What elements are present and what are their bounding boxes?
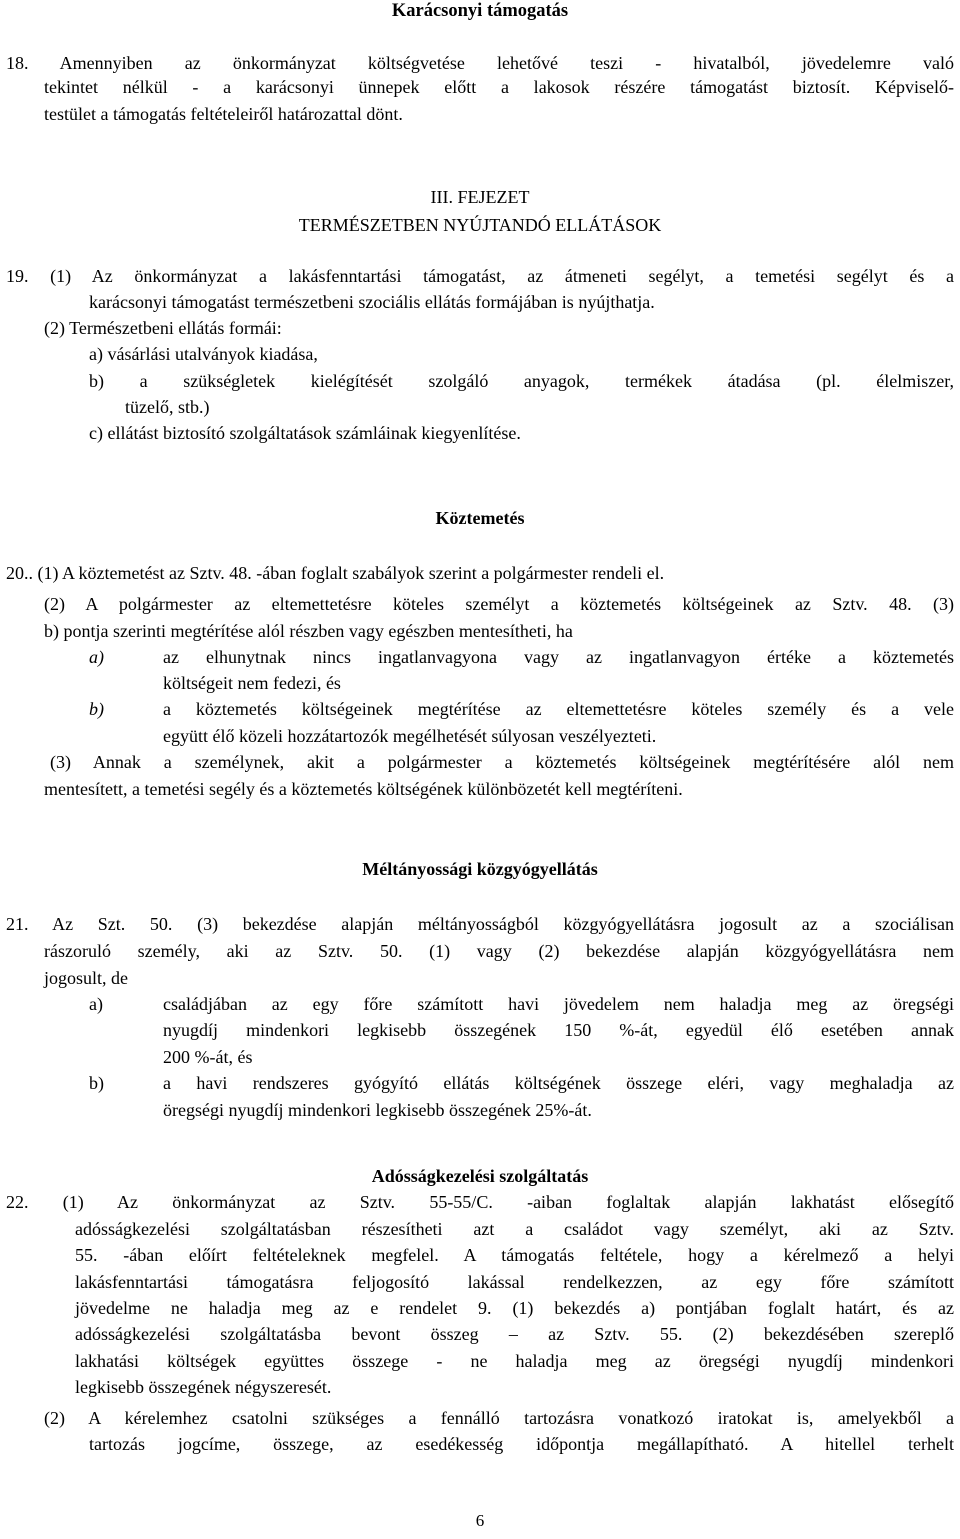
- section-heading-karacsonyi: Karácsonyi támogatás: [391, 1, 569, 21]
- paragraph-21-line-2: rászoruló személy, aki az Sztv. 50. (1) vagy (2) bekezdése alapján közgyógyellátásra nem: [44, 941, 954, 961]
- list-item-c: c) ellátást biztosító szolgáltatások számláinak kiegyenlítése.: [89, 423, 521, 443]
- page-number: 6: [475, 1511, 485, 1530]
- paragraph-19-line-1: 19. (1) Az önkormányzat a lakásfenntartási támogatást, az átmeneti segélyt, a temetési segélyt és a: [6, 266, 954, 286]
- list-item-a-line-3: 200 %-át, és: [163, 1047, 253, 1067]
- section-heading-adossag: Adósságkezelési szolgáltatás: [371, 1166, 589, 1186]
- list-item-b-line-1: b) a szükségletek kielégítését szolgáló anyagok, termékek átadása (pl. élelmiszer,: [89, 371, 954, 391]
- paragraph-20-line-1: 20.. (1) A köztemetést az Sztv. 48. -ában foglalt szabályok szerint a polgármester rendeli el.: [6, 563, 665, 583]
- paragraph-22-line-4: lakásfenntartási támogatásra feljogosító lakással rendelkezzen, az egy főre számított: [75, 1272, 954, 1292]
- list-item-a-line-1: családjában az egy főre számított havi jövedelem nem haladja meg az öregségi: [163, 994, 954, 1014]
- list-item-a: a) vásárlási utalványok kiadása,: [89, 344, 318, 364]
- list-item-b-line-2: együtt élő közeli hozzátartozók megélhetését súlyosan veszélyezteti.: [163, 726, 657, 746]
- list-label-b: b): [89, 699, 104, 719]
- paragraph-19-2: (2) Természetbeni ellátás formái:: [44, 318, 282, 338]
- chapter-title: TERMÉSZETBEN NYÚJTANDÓ ELLÁTÁSOK: [298, 215, 662, 235]
- paragraph-22-line-8: legkisebb összegének négyszeresét.: [75, 1377, 332, 1397]
- paragraph-22-line-3: 55. -ában előírt feltételeknek megfelel. A támogatás feltétele, hogy a kérelmező a helyi: [75, 1245, 954, 1265]
- list-label-a: a): [89, 994, 103, 1014]
- list-label-a: a): [89, 647, 104, 667]
- list-item-a-line-1: az elhunytnak nincs ingatlanvagyona vagy az ingatlanvagyon értéke a köztemetés: [163, 647, 954, 667]
- paragraph-22-2-line-2: tartozás jogcíme, összege, az esedékesség időpontja megállapítható. A hitellel terhelt: [89, 1434, 954, 1454]
- paragraph-22-line-7: lakhatási költségek együttes összege - ne haladja meg az öregségi nyugdíj mindenkori: [75, 1351, 954, 1371]
- paragraph-20-line-3: b) pontja szerinti megtérítése alól részben vagy egészben mentesítheti, ha: [44, 621, 573, 641]
- paragraph-18-line-1: 18. Amennyiben az önkormányzat költségvetése lehetővé teszi - hivatalból, jövedelemre való: [6, 53, 954, 73]
- paragraph-20-line-2: (2) A polgármester az eltemettetésre köteles személyt a köztemetés költségeinek az Sztv. 48. (3): [44, 594, 954, 614]
- paragraph-21-line-1: 21. Az Szt. 50. (3) bekezdése alapján méltányosságból közgyógyellátásra jogosult az a szociálisan: [6, 914, 954, 934]
- chapter-number: III. FEJEZET: [430, 187, 530, 207]
- list-item-b-line-1: a köztemetés költségeinek megtérítése az eltemettetésre köteles személy és a vele: [163, 699, 954, 719]
- list-item-b-line-2: tüzelő, stb.): [125, 397, 210, 417]
- paragraph-22-line-6: adósságkezelési szolgáltatásba bevont összeg – az Sztv. 55. (2) bekezdésében szereplő: [75, 1324, 954, 1344]
- paragraph-21-line-3: jogosult, de: [44, 968, 128, 988]
- paragraph-18-line-3: testület a támogatás feltételeiről határozattal dönt.: [44, 104, 403, 124]
- paragraph-20-3-line-2: mentesített, a temetési segély és a köztemetés költségének különbözetét kell megtéríteni.: [44, 779, 683, 799]
- paragraph-22-line-1: 22. (1) Az önkormányzat az Sztv. 55-55/C. -aiban foglaltak alapján lakhatást elősegítő: [6, 1192, 954, 1212]
- paragraph-22-2-line-1: (2) A kérelemhez csatolni szükséges a fennálló tartozásra vonatkozó iratokat is, amelyekből a: [44, 1408, 954, 1428]
- list-item-a-line-2: költségeit nem fedezi, és: [163, 673, 341, 693]
- paragraph-19-line-2: karácsonyi támogatást természetbeni szociális ellátás formájában is nyújthatja.: [89, 292, 655, 312]
- section-heading-kozgyogy: Méltányossági közgyógyellátás: [362, 859, 598, 879]
- section-heading-koztemetes: Köztemetés: [435, 508, 525, 528]
- list-item-b-line-1: a havi rendszeres gyógyító ellátás költségének összege eléri, vagy meghaladja az: [163, 1073, 954, 1093]
- list-item-a-line-2: nyugdíj mindenkori legkisebb összegének 150 %-át, egyedül élő esetében annak: [163, 1020, 954, 1040]
- list-item-b-line-2: öregségi nyugdíj mindenkori legkisebb összegének 25%-át.: [163, 1100, 592, 1120]
- paragraph-22-line-2: adósságkezelési szolgáltatásban részesítheti azt a családot vagy személyt, aki az Sztv.: [75, 1219, 954, 1239]
- paragraph-20-3-line-1: (3) Annak a személynek, akit a polgármester a köztemetés költségeinek megtérítésére alól nem: [50, 752, 954, 772]
- list-label-b: b): [89, 1073, 104, 1093]
- paragraph-18-line-2: tekintet nélkül - a karácsonyi ünnepek előtt a lakosok részére támogatást biztosít. Képviselő-: [44, 77, 954, 97]
- paragraph-22-line-5: jövedelme ne haladja meg az e rendelet 9. (1) bekezdés a) pontjában foglalt határt, és az: [75, 1298, 954, 1318]
